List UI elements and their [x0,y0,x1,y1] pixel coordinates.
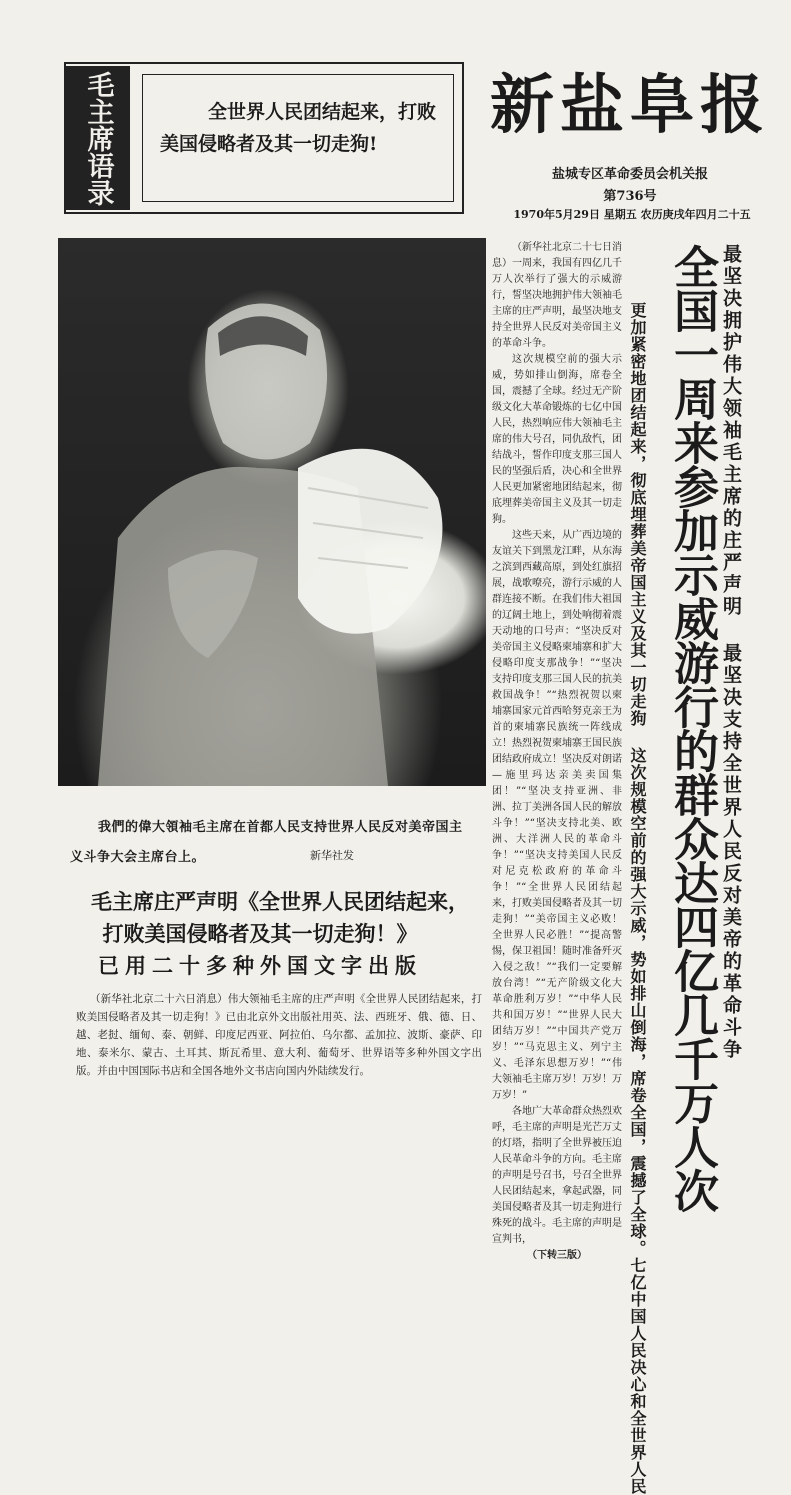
publication-date: 1970年5月29日 星期五 农历庚戌年四月二十五 [513,208,751,221]
photo-caption-line2: 义斗争大会主席台上。 [70,850,206,865]
main-story-deck-line2: 这次规模空前的强大示威，势如排山倒海，席卷全国，震撼了全球。七亿中国人民决心和全世界人民 [628,747,647,1495]
photo-credit: 新华社发 [310,849,354,862]
main-story-deck-line1: 更加紧密地团结起来，彻底埋葬美帝国主义及其一切走狗 [628,302,647,727]
main-story-paragraph: 这次规模空前的强大示威，势如排山倒海，席卷全国，震撼了全球。经过无产阶级文化大革命锻炼的七亿中国人民，热烈响应伟大领袖毛主席的伟大号召，同仇敌忾，团结战斗，誓作印度支那三国人民的坚强后盾，决心和全世界人民更加紧密地团结起来，彻底埋葬美帝国主义及其一切走狗。 [492,354,622,525]
announcement-headline-line2: 打败美国侵略者及其一切走狗！》 [102,922,418,946]
main-story-deck [626,302,648,1495]
publisher-line: 盐城专区革命委员会机关报 [551,167,708,182]
main-story-body [492,240,622,1264]
main-story-kicker: 最坚决拥护伟大领袖毛主席的庄严声明 最坚决支持全世界人民反对美帝的革命斗争 [720,244,742,1061]
announcement-body: （新华社北京二十六日消息）伟大领袖毛主席的庄严声明《全世界人民团结起来，打败美国侵略者及其一切走狗！》已由北京外文出版社用英、法、西班牙、俄、德、日、越、老挝、缅甸、泰、朝鲜、印度尼西亚、阿拉伯、乌尔都、孟加拉、波斯、豪萨、印地、泰米尔、蒙古、土耳其、斯瓦希里、意大利、葡萄牙、世界语等多种外国文字出版。并由中国国际书店和全国各地外文书店向国内外陆续发行。 [76,993,482,1077]
main-story-paragraph: 各地广大革命群众热烈欢呼，毛主席的声明是光芒万丈的灯塔，指明了全世界被压迫人民革命斗争的方向。毛主席的声明是号召书，号召全世界人民团结起来，拿起武器，同美国侵略者及其一切走狗进行殊死的战斗。毛主席的声明是宣判书， [492,1106,622,1245]
announcement-headline-line1: 毛主席庄严声明《全世界人民团结起来， [91,890,469,914]
quotation-text: 全世界人民团结起来，打败美国侵略者及其一切走狗! [160,101,437,155]
quotation-title: 毛主席语录 [66,66,130,210]
main-story-paragraph: 这些天来，从广西边境的友谊关下到黑龙江畔，从东海之滨到西藏高原，到处红旗招展，战歌嘹亮，游行示威的人群连接不断。在我们伟大祖国的辽阔土地上，到处响彻着震天动地的口号声：“坚决反对美帝国主义侵略柬埔寨和扩大侵略印度支那战争！”“坚决支持印度支那三国人民的抗美救国战争！”“热烈祝贺以柬埔寨国家元首西哈努克亲王为首的柬埔寨民族统一阵线成立！热烈祝贺柬埔寨王国民族团结政府成立！坚决反对朗诺—施里玛达亲美卖国集团！”“坚决支持亚洲、非洲、拉丁美洲各国人民的解放斗争！”“坚决支持北美、欧洲、大洋洲人民的革命斗争！”“坚决支持美国人民反对尼克松政府的革命斗争！”“全世界人民团结起来，打败美国侵略者及其一切走狗！”“美帝国主义必败！全世界人民必胜！”“提高警惕，保卫祖国！随时准备歼灭入侵之敌！”“我们一定要解放台湾！”“无产阶级文化大革命胜利万岁！”“中华人民共和国万岁！”“世界人民大团结万岁！”“中国共产党万岁！”“马克思主义、列宁主义、毛泽东思想万岁！”“伟大领袖毛主席万岁！万岁！万万岁！” [492,530,622,1101]
front-page-photo [58,238,486,786]
photo-figure-illustration [58,238,486,786]
main-story-headline: 全国一周来参加示威游行的群众达四亿几千万人次 [666,244,719,1212]
announcement-headline-line3: 已用二十多种外国文字出版 [98,954,422,978]
main-story-paragraph: （新华社北京二十七日消息）一周来，我国有四亿几千万人次举行了强大的示威游行，誓坚决地拥护伟大领袖毛主席的庄严声明，最坚决地支持全世界人民反对美帝国主义的革命斗争。 [492,242,622,349]
newspaper-title: 新盐阜报 [490,69,770,143]
photo-caption-line1: 我們的偉大領袖毛主席在首都人民支持世界人民反对美帝国主 [98,820,463,835]
continued-on-page-3: （下转三版） [527,1250,587,1261]
issue-number: 第736号 [603,189,657,204]
